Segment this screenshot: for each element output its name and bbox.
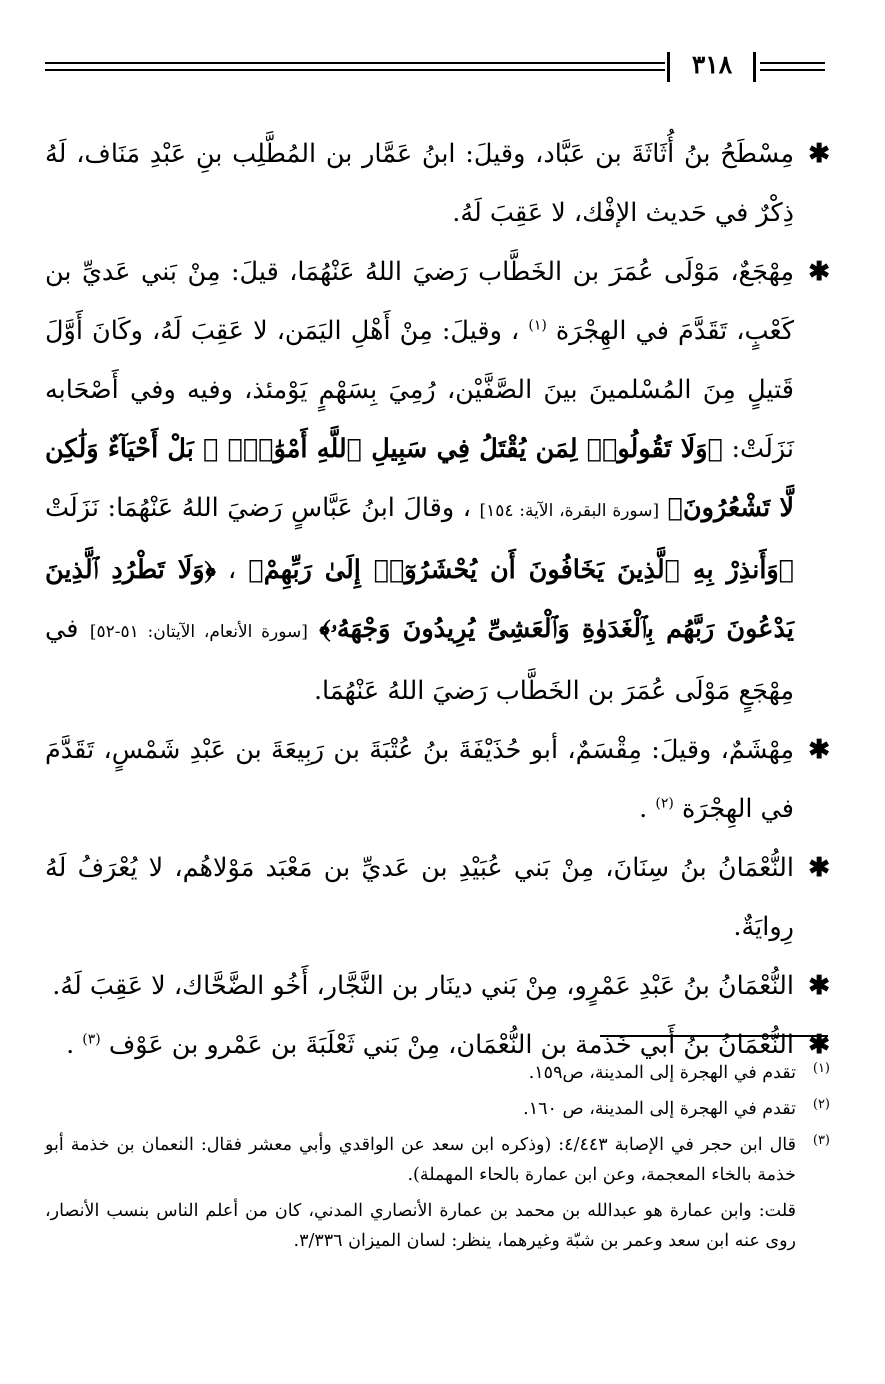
- footnote-separator: [600, 1035, 828, 1037]
- entry-numan-sinan: [45, 839, 830, 957]
- page-header: [45, 48, 825, 88]
- footnote-marker: (١): [528, 317, 547, 334]
- asterisk-icon: ✱: [808, 1030, 830, 1060]
- asterisk-icon: ✱: [808, 139, 830, 169]
- asterisk-icon: ✱: [808, 853, 830, 883]
- entry-text: ، وقالَ ابنُ عَبَّاسٍ رَضيَ اللهُ عَنْهُمَا: نَزَلَتْ: [45, 493, 471, 523]
- entry-text: النُّعْمَانُ بنُ عَبْدِ عَمْرٍو، مِنْ بَني دينَار بن النَّجَّار، أَخُو الضَّحَّاك، لا عَقِبَ لَهُ.: [52, 971, 794, 1001]
- footnote-1: [45, 1058, 830, 1088]
- page-number: ٣١٨: [691, 50, 733, 79]
- footnote-3-continuation: قلت: وابن عمارة هو عبدالله بن محمد بن عمارة الأنصاري المدني، كان من أعلم الناس بنسب الأنصار، روى عنه ابن سعد وعمر بن شبّة وغيرهما، ينظر: لسان الميزان ٣/٣٣٦.: [45, 1201, 796, 1251]
- entry-text: في مِهْجَعٍ مَوْلَى عُمَرَ بن الخَطَّاب رَضيَ اللهُ عَنْهُمَا.: [45, 614, 794, 706]
- asterisk-icon: ✱: [808, 971, 830, 1001]
- header-bar-right: [753, 52, 756, 82]
- footnote-text: تقدم في الهجرة إلى المدينة، ص١٥٩.: [528, 1063, 796, 1083]
- footnote-number: (١): [812, 1061, 830, 1076]
- main-text: [45, 125, 830, 1075]
- quran-verse: ﴿وَأَنذِرْ بِهِ ٱلَّذِينَ يَخَافُونَ أَن يُحْشَرُوٓا۟ إِلَىٰ رَبِّهِمْ﴾: [248, 555, 795, 585]
- quran-verse: ﴿وَلَا تَطْرُدِ ٱلَّذِينَ يَدْعُونَ رَبَّهُم بِٱلْغَدَوٰةِ وَٱلْعَشِىِّ يُرِيدُونَ وَجْهَهُۥ﴾: [45, 555, 795, 644]
- asterisk-icon: ✱: [808, 735, 830, 765]
- entry-text: .: [66, 1030, 75, 1060]
- entry-text: مِسْطَحُ بنُ أُثَاثَةَ بن عَبَّاد، وقيلَ: ابنُ عَمَّار بن المُطَّلِب بنِ عَبْدِ مَنَاف، لَهُ ذِكْرٌ في حَديث الإفْك، لا عَقِبَ لَهُ.: [45, 139, 794, 228]
- entry-mihja: [45, 243, 830, 721]
- asterisk-icon: ✱: [808, 257, 830, 287]
- quran-verse: ﴿وَلَا تَقُولُوا۟ لِمَن يُقْتَلُ فِي سَبِيلِ ٱللَّهِ أَمْوَٰتٌۢ ۚ بَلْ أَحْيَآءٌ وَلَٰكِن لَّا تَشْعُرُونَ﴾: [45, 434, 795, 523]
- entry-text: النُّعْمَانُ بنُ سِنَانَ، مِنْ بَني عُبَيْدِ بن عَديِّ بن مَعْبَد مَوْلاهُم، لا يُعْرَفُ لَهُ رِوايَةٌ.: [45, 853, 794, 942]
- footnote-text: قال ابن حجر في الإصابة ٤/٤٤٣: (وذكره ابن سعد عن الواقدي وأبي معشر فقال: النعمان بن خذمة أبو خذمة بالخاء المعجمة، وعن ابن عمارة بالحاء المهملة).: [45, 1135, 796, 1185]
- footnote-number: (٢): [812, 1097, 830, 1112]
- footnote-text: تقدم في الهجرة إلى المدينة، ص ١٦٠.: [523, 1099, 796, 1119]
- entry-text: النُّعْمَانُ بنُ أَبي خَذمة بن النُّعْمَان، مِنْ بَني ثَعْلَبَةَ بن عَمْرو بن عَوْف: [108, 1030, 794, 1060]
- entry-text: مِهْجَعٌ، مَوْلَى عُمَرَ بن الخَطَّاب رَضيَ اللهُ عَنْهُمَا، قيلَ: مِنْ بَني عَديِّ بن كَعْبٍ، تَقَدَّمَ في الهِجْرَة: [45, 257, 795, 346]
- footnote-number: (٣): [812, 1133, 830, 1148]
- footnotes: [45, 1058, 830, 1256]
- entry-text: .: [639, 794, 648, 824]
- footnote-marker: (٢): [655, 795, 674, 812]
- entry-numan-abdamr: [45, 957, 830, 1016]
- footnote-marker: (٣): [82, 1031, 101, 1048]
- footnote-3: [45, 1130, 830, 1190]
- header-bar-left: [667, 52, 670, 82]
- entry-mihsham: [45, 721, 830, 839]
- footnote-2: [45, 1094, 830, 1124]
- entry-text: مِهْشَمٌ، وقيلَ: مِقْسَمٌ، أبو حُذَيْفَةَ بنُ عُتْبَةَ بن رَبِيعَةَ بن عَبْدِ شَمْسٍ، تَقَدَّمَ في الهِجْرَة: [45, 735, 794, 824]
- entry-text: ، وقيلَ: مِنْ أَهْلِ اليَمَن، لا عَقِبَ لَهُ، وكَانَ أَوَّلَ قَتيلٍ مِنَ المُسْلمينَ بينَ الصَّفَّيْن، رُمِيَ بِسَهْمٍ يَوْمئذ، وفيه وفي أَصْحَابه نَزَلَتْ:: [45, 316, 795, 464]
- entry-text: ،: [228, 555, 237, 585]
- entry-mistah: [45, 125, 830, 243]
- verse-reference: [سورة البقرة، الآية: ١٥٤]: [479, 501, 660, 521]
- header-double-rule-right: [760, 62, 825, 71]
- header-double-rule-left: [45, 62, 665, 71]
- verse-reference: [سورة الأنعام، الآيتان: ٥١-٥٢]: [89, 622, 308, 642]
